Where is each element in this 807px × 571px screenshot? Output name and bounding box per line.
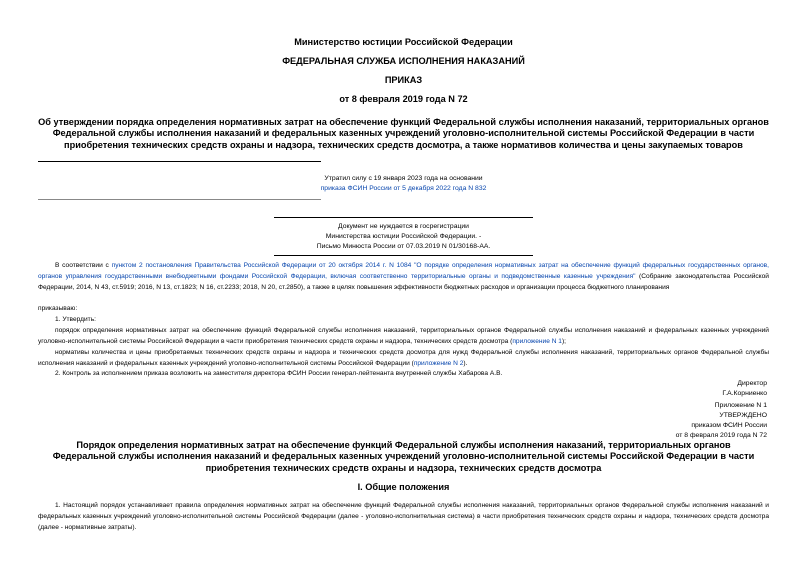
appendix-2-link[interactable]: приложение N 2 bbox=[413, 359, 464, 367]
appendix-stamp-line2: УТВЕРЖДЕНО bbox=[719, 412, 767, 419]
item-1b-text: нормативы количества и цены приобретаемых технических средств охраны и надзора и технических средств досмотра для нужд Федеральной службы исполнения наказаний, территориальных органов Федеральной службы исполнения наказаний и федеральных казенных учреждений уголовно-исполнительной системы Российской Федерации ( bbox=[38, 349, 769, 367]
document-date-number: от 8 февраля 2019 года N 72 bbox=[339, 94, 468, 104]
appendix-stamp-line3: приказом ФСИН России bbox=[691, 422, 767, 429]
signature-role: Директор bbox=[737, 380, 767, 387]
item-1a-end: ); bbox=[561, 337, 566, 345]
item-1a-text: порядок определения нормативных затрат на обеспечение функций Федеральной службы исполнения наказаний, территориальных органов Федеральной службы исполнения наказаний и федеральных казенных учреждений уголовно-исполнительной системы Российской Федерации в части приобретения технических средств охраны и надзора, технических средств досмотра ( bbox=[38, 327, 769, 345]
registration-note-line3: Письмо Минюста России от 07.03.2019 N 01/30168-АА. bbox=[316, 243, 491, 250]
document-title: Об утверждении порядка определения нормативных затрат на обеспечение функций Федеральной службы исполнения наказаний, территориальных органов Федеральной службы исполнения наказаний и федеральных казенных учреждений уголовно-исполнительной системы Российской Федерации в части приобретения технических средств охраны и надзора, технических средств досмотра, а также нормативов количества и цены закупаемых товаров bbox=[38, 117, 769, 150]
item-1b-end: ). bbox=[463, 359, 468, 367]
appendix-title: Порядок определения нормативных затрат на обеспечение функций Федеральной службы исполнения наказаний, территориальных органов Федеральной службы исполнения наказаний и федеральных казенных учреждений уголовно-исполнительной системы Российской Федерации в части приобретения технических средств охраны и надзора, технических средств досмотра bbox=[52, 440, 755, 473]
registration-note-line1: Документ не нуждается в госрегистрации bbox=[338, 223, 469, 230]
preamble-paragraph bbox=[38, 261, 769, 294]
registration-bottom-rule bbox=[274, 255, 533, 256]
section-1-heading: I. Общие положения bbox=[357, 482, 450, 492]
ministry-name: Министерство юстиции Российской Федерации bbox=[294, 37, 513, 47]
appendix-stamp-line1: Приложение N 1 bbox=[714, 402, 767, 409]
government-decree-link[interactable]: пунктом 2 постановления Правительства Российской Федерации от 20 октября 2014 г. N 1084 "О порядке определения нормативных затрат на обеспечение функций федеральных государственных органов, органов управления государственными внебюджетными фондами Российской Федерации, включая соответственно территориальные органы и подведомственные казенные учреждения" bbox=[38, 262, 770, 280]
registration-top-rule bbox=[274, 217, 533, 218]
appendix-1-link[interactable]: приложение N 1 bbox=[512, 337, 562, 345]
order-word: приказываю: bbox=[38, 305, 78, 312]
appendix-stamp-line4: от 8 февраля 2019 года N 72 bbox=[675, 432, 767, 439]
status-note-link[interactable]: приказа ФСИН России от 5 декабря 2022 года N 832 bbox=[320, 185, 487, 192]
preamble-suffix: (Собрание законодательства Российской Федерации, 2014, N 43, ст.5919; 2016, N 13, ст.1823; N 16, ст.2233; 2018, N 20, ст.2850), а также в целях повышения эффективности бюджетных расходов и организации процесса бюджетного планирования bbox=[38, 272, 769, 291]
item-1a-paragraph bbox=[38, 326, 769, 348]
item-1b-paragraph bbox=[38, 348, 769, 370]
title-separator bbox=[38, 161, 321, 162]
status-separator bbox=[38, 199, 321, 200]
signature-name: Г.А.Корниенко bbox=[722, 390, 767, 397]
service-name: ФЕДЕРАЛЬНАЯ СЛУЖБА ИСПОЛНЕНИЯ НАКАЗАНИЙ bbox=[282, 56, 525, 66]
item-1: 1. Утвердить: bbox=[55, 316, 96, 323]
registration-note-line2: Министерства юстиции Российской Федерации. - bbox=[325, 233, 482, 240]
section-1-paragraph-1: 1. Настоящий порядок устанавливает правила определения нормативных затрат на обеспечение функций Федеральной службы исполнения наказаний, территориальных органов Федеральной службы исполнения наказаний и федеральных казенных учреждений уголовно-исполнительной системы Российской Федерации (далее - уголовно-исполнительная система) в части приобретения технических средств охраны и надзора, технических средств досмотра (далее - нормативные затраты). bbox=[38, 502, 769, 531]
document-type: ПРИКАЗ bbox=[384, 75, 423, 85]
status-note-text: Утратил силу с 19 января 2023 года на основании bbox=[324, 175, 483, 182]
item-2: 2. Контроль за исполнением приказа возложить на заместителя директора ФСИН России генерал-лейтенанта внутренней службы Хабарова А.В. bbox=[55, 370, 503, 377]
preamble-prefix: В соответствии с bbox=[55, 262, 112, 269]
